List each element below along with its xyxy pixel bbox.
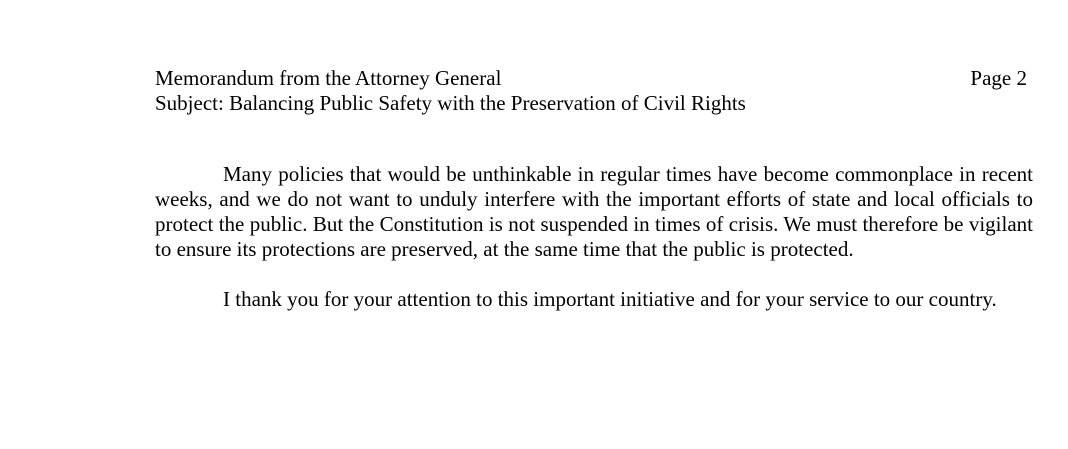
memo-subject-line: Subject: Balancing Public Safety with the Preservation of Civil Rights [155, 91, 746, 115]
memo-body [155, 162, 1033, 312]
body-paragraph-1: Many policies that would be unthinkable in regular times have become commonplace in recent weeks, and we do not want to unduly interfere with the important efforts of state and local officials to protect the public. But the Constitution is not suspended in times of crisis. We must therefore be vigilant to ensure its protections are preserved, at the same time that the public is protected. [155, 162, 1033, 261]
memo-header [155, 66, 1027, 116]
header-row-1 [155, 66, 1027, 91]
memo-from-line: Memorandum from the Attorney General [155, 66, 502, 90]
header-row-2 [155, 91, 1027, 116]
body-paragraph-2: I thank you for your attention to this important initiative and for your service to our country. [223, 287, 997, 311]
page-number: Page 2 [970, 66, 1027, 90]
